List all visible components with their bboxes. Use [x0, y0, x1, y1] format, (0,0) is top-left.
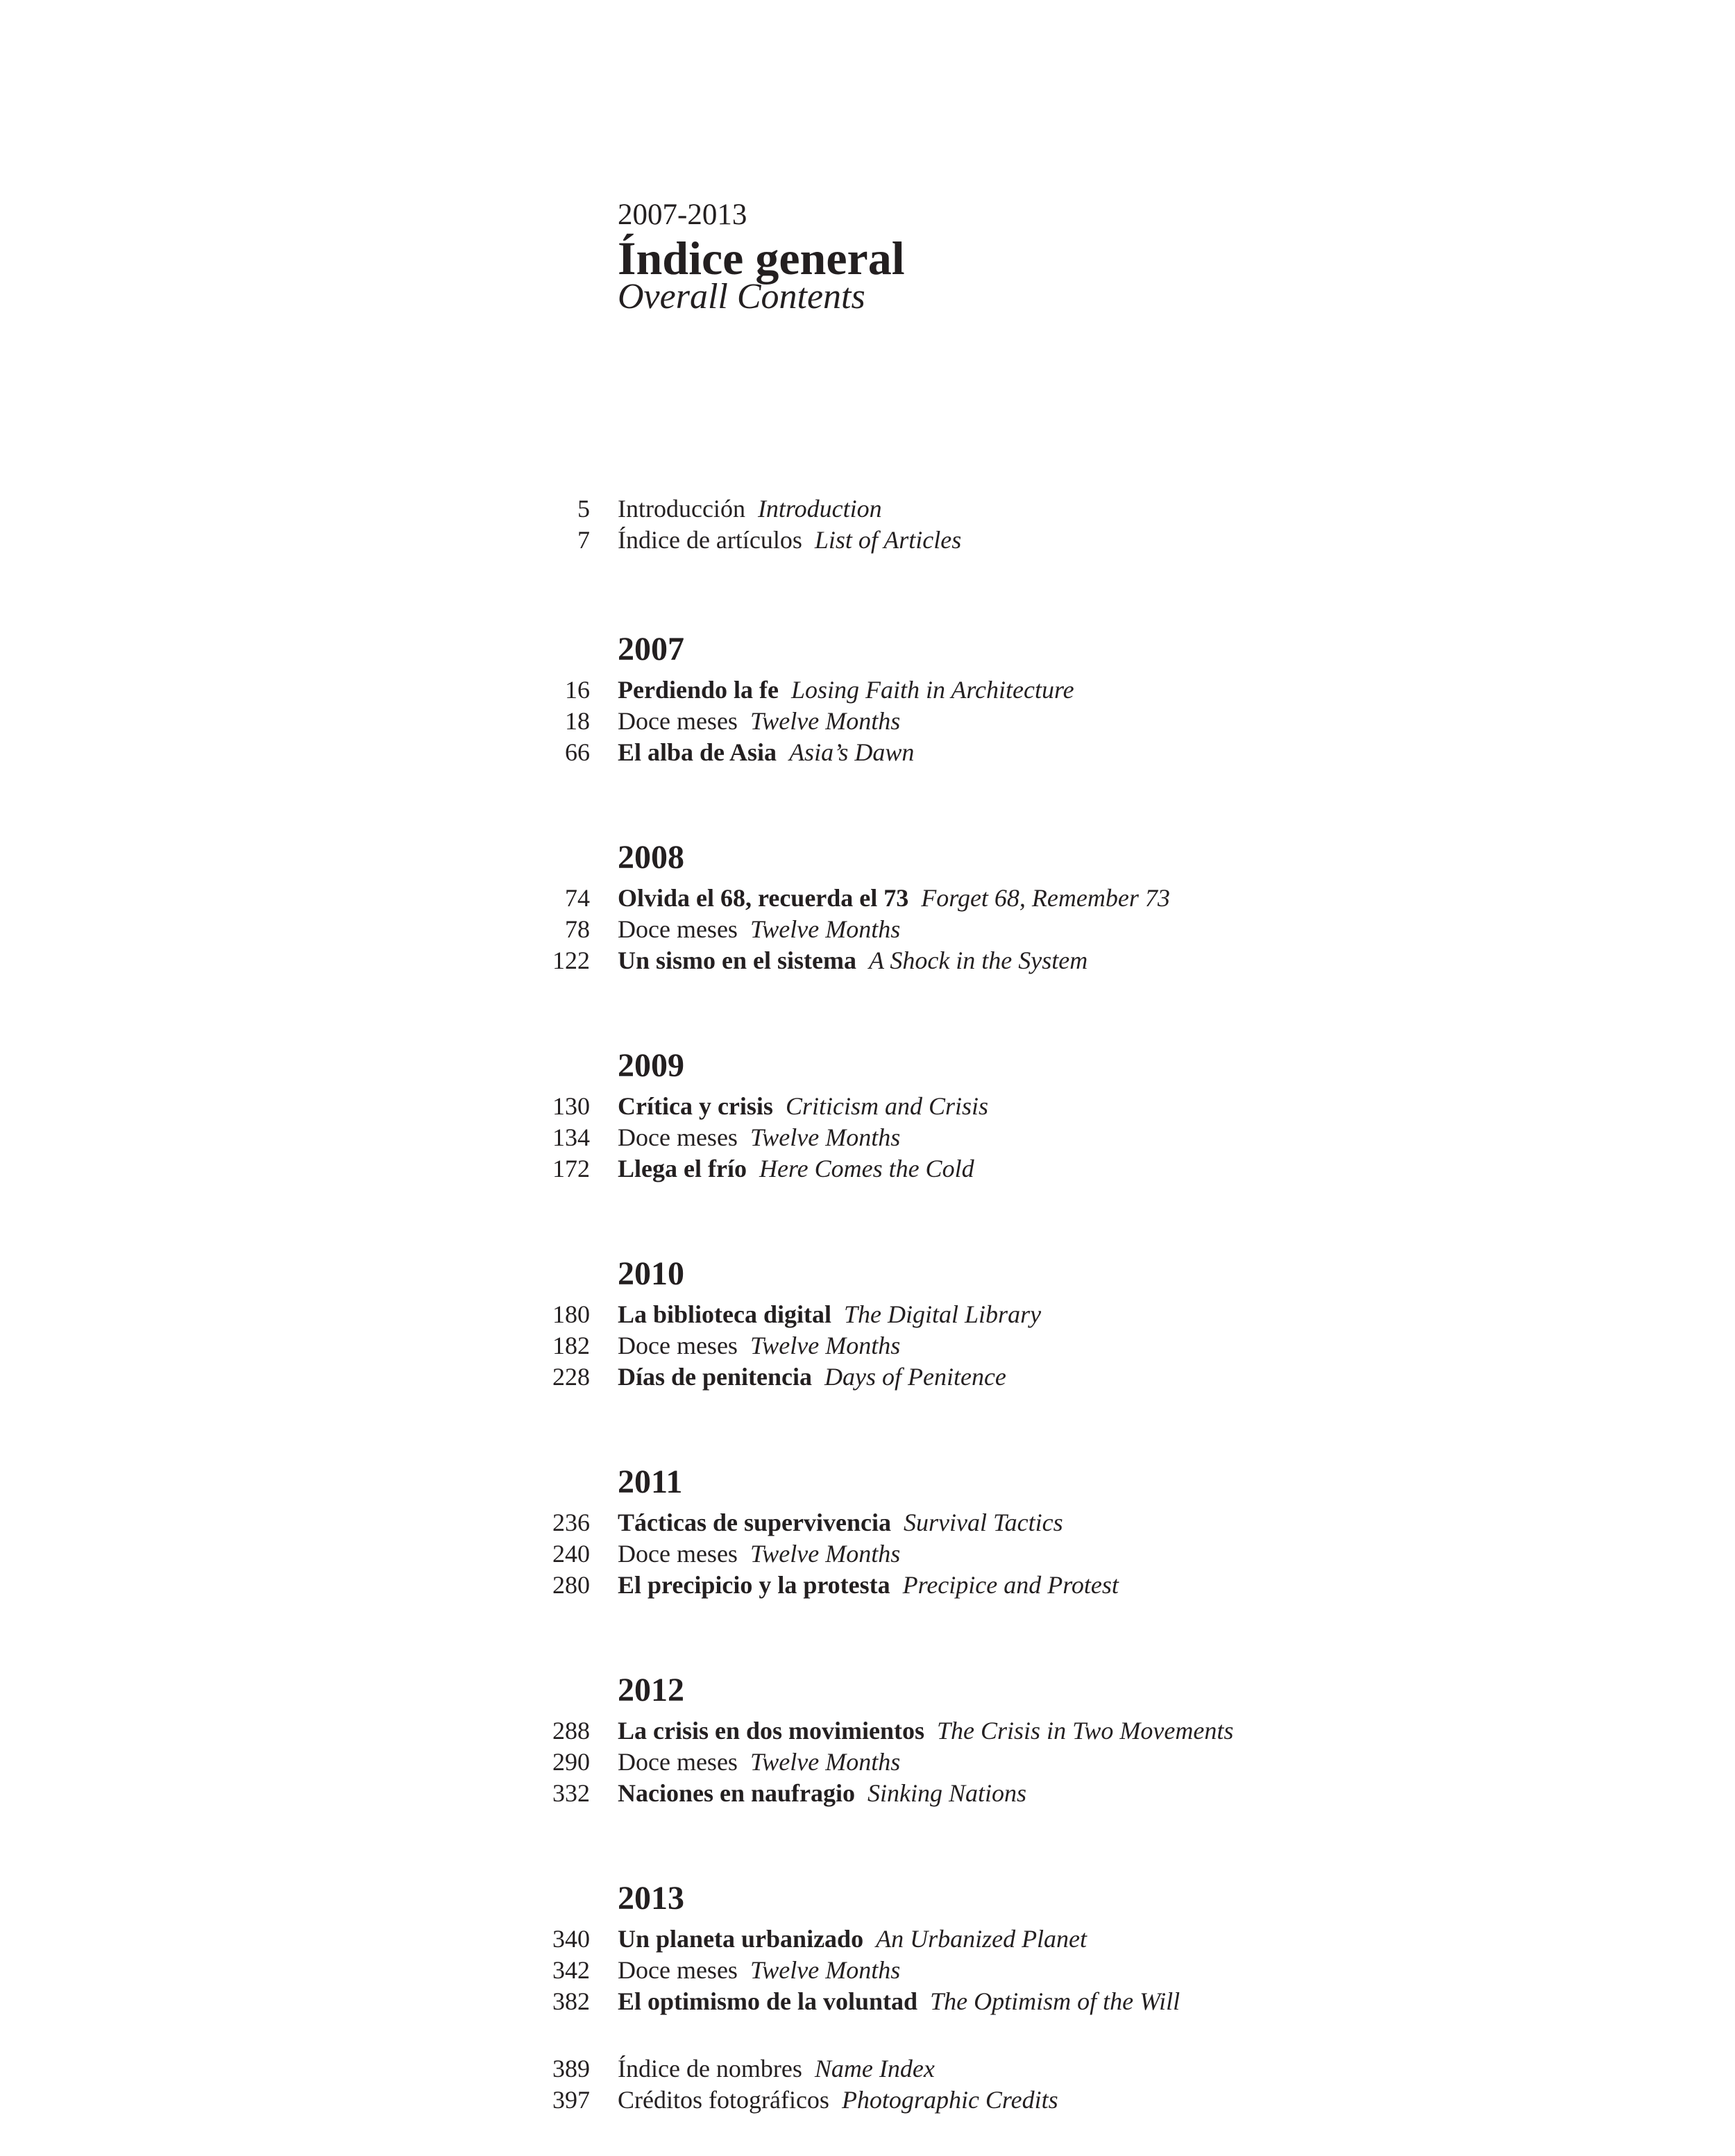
- entry-title: [618, 493, 882, 525]
- page-number: 332: [552, 1779, 590, 1807]
- entry-title-spanish: Introducción: [618, 495, 745, 523]
- page-number: 172: [552, 1155, 590, 1182]
- page-number: 240: [552, 1540, 590, 1568]
- year-heading-label: 2011: [618, 1463, 683, 1500]
- entry-title: [618, 1538, 900, 1570]
- page-number: 180: [552, 1300, 590, 1328]
- entry-title-spanish: Días de penitencia: [618, 1363, 813, 1391]
- entry-title: [618, 2053, 935, 2085]
- spacer: [0, 1185, 1735, 1253]
- entry-title: [618, 883, 1170, 914]
- spacer: [0, 1809, 1735, 1878]
- page-number: 134: [552, 1123, 590, 1151]
- page-number: 16: [565, 676, 590, 704]
- entry-title-spanish: El precipicio y la protesta: [618, 1571, 890, 1599]
- toc-entry[interactable]: [0, 1091, 1735, 1122]
- entry-title: [618, 1955, 900, 1986]
- entry-title-english: Days of Penitence: [824, 1363, 1006, 1391]
- toc-entry[interactable]: [0, 1924, 1735, 1955]
- toc-entry[interactable]: [0, 883, 1735, 914]
- toc-entry[interactable]: [0, 914, 1735, 945]
- entry-title: [618, 1361, 1006, 1393]
- entry-title-spanish: La crisis en dos movimientos: [618, 1717, 925, 1745]
- entry-title-english: Losing Faith in Architecture: [790, 676, 1074, 704]
- entry-title-spanish: Crítica y crisis: [618, 1092, 773, 1120]
- entry-title: [618, 1715, 1233, 1747]
- year-heading-label: 2013: [618, 1880, 684, 1917]
- year-heading-label: 2009: [618, 1047, 684, 1084]
- year-range: 2007-2013: [618, 198, 747, 231]
- entry-title-english: Introduction: [757, 495, 882, 523]
- spacer: [0, 1393, 1735, 1461]
- entry-title: [618, 674, 1074, 706]
- year-section: [0, 1461, 1735, 1601]
- year-heading-label: 2010: [618, 1255, 684, 1292]
- entry-title-english: Twelve Months: [750, 1748, 901, 1776]
- entry-title-english: Asia’s Dawn: [789, 738, 915, 766]
- entry-title: [618, 1091, 988, 1122]
- page-number: 5: [577, 495, 590, 523]
- page-number: 389: [552, 2055, 590, 2082]
- entry-title: [618, 1924, 1087, 1955]
- toc-entry[interactable]: [0, 706, 1735, 737]
- toc-entry[interactable]: [0, 1361, 1735, 1393]
- year-heading: [0, 1878, 1735, 1924]
- year-section: [0, 1045, 1735, 1185]
- page-number: 122: [552, 947, 590, 974]
- entry-title-spanish: Naciones en naufragio: [618, 1779, 855, 1807]
- page-number: 78: [565, 915, 590, 943]
- page-number: 397: [552, 2086, 590, 2114]
- year-heading-label: 2008: [618, 839, 684, 876]
- year-section: [0, 837, 1735, 976]
- entry-title-english: Forget 68, Remember 73: [921, 884, 1170, 912]
- page-number: 18: [565, 707, 590, 735]
- spacer: [0, 556, 1735, 629]
- year-heading-label: 2012: [618, 1672, 684, 1708]
- entry-title: [618, 1778, 1026, 1809]
- entry-title: [618, 914, 900, 945]
- year-heading: [0, 837, 1735, 883]
- page-number: 342: [552, 1956, 590, 1984]
- entry-title-english: Survival Tactics: [903, 1509, 1063, 1536]
- entry-title: [618, 1570, 1119, 1601]
- entry-title: [618, 706, 900, 737]
- entry-title-english: The Optimism of the Will: [930, 1987, 1180, 2015]
- year-section: [0, 1670, 1735, 1809]
- toc-entry[interactable]: [0, 493, 1735, 525]
- toc-entry[interactable]: [0, 1955, 1735, 1986]
- toc-entry[interactable]: [0, 1299, 1735, 1330]
- year-heading: [0, 1670, 1735, 1715]
- entry-title-english: List of Articles: [814, 526, 962, 554]
- entry-title-spanish: Doce meses: [618, 1956, 738, 1984]
- toc-entry[interactable]: [0, 1778, 1735, 1809]
- page-number: 66: [565, 738, 590, 766]
- page-number: 7: [577, 526, 590, 554]
- year-section: [0, 1253, 1735, 1393]
- spacer: [0, 768, 1735, 837]
- entry-title-spanish: Doce meses: [618, 1748, 738, 1776]
- spacer: [0, 1601, 1735, 1670]
- page-subtitle: Overall Contents: [618, 277, 865, 316]
- year-heading-label: 2007: [618, 631, 684, 668]
- entry-title-english: Twelve Months: [750, 1123, 901, 1151]
- entry-title-spanish: Créditos fotográficos: [618, 2086, 829, 2114]
- entry-title: [618, 737, 914, 768]
- page-title: Índice general: [618, 232, 905, 285]
- table-of-contents: [0, 493, 1735, 2116]
- toc-entry[interactable]: [0, 945, 1735, 976]
- entry-title-spanish: Tácticas de supervivencia: [618, 1509, 891, 1536]
- toc-entry[interactable]: [0, 2053, 1735, 2085]
- entry-title-english: Precipice and Protest: [902, 1571, 1119, 1599]
- entry-title: [618, 1122, 900, 1153]
- toc-entry[interactable]: [0, 1538, 1735, 1570]
- toc-entry[interactable]: [0, 737, 1735, 768]
- page-number: 74: [565, 884, 590, 912]
- entry-title-spanish: Llega el frío: [618, 1155, 747, 1182]
- toc-entry[interactable]: [0, 1986, 1735, 2017]
- toc-entry[interactable]: [0, 1507, 1735, 1538]
- entry-title-spanish: Índice de artículos: [618, 526, 802, 554]
- entry-title-spanish: La biblioteca digital: [618, 1300, 832, 1328]
- page-number: 236: [552, 1509, 590, 1536]
- entry-title-spanish: Índice de nombres: [618, 2055, 802, 2082]
- year-heading: [0, 629, 1735, 674]
- entry-title-spanish: Doce meses: [618, 1332, 738, 1359]
- entry-title-spanish: Doce meses: [618, 1123, 738, 1151]
- spacer: [0, 2017, 1735, 2053]
- entry-title-spanish: Un sismo en el sistema: [618, 947, 856, 974]
- year-section: [0, 1878, 1735, 2017]
- page-number: 290: [552, 1748, 590, 1776]
- entry-title-english: Criticism and Crisis: [785, 1092, 988, 1120]
- entry-title-english: An Urbanized Planet: [876, 1925, 1087, 1953]
- page-number: 228: [552, 1363, 590, 1391]
- entry-title-spanish: Un planeta urbanizado: [618, 1925, 864, 1953]
- toc-entry[interactable]: [0, 525, 1735, 556]
- entry-title-spanish: Olvida el 68, recuerda el 73: [618, 884, 909, 912]
- entry-title-spanish: El alba de Asia: [618, 738, 777, 766]
- entry-title-english: Twelve Months: [750, 707, 901, 735]
- entry-title-english: Sinking Nations: [867, 1779, 1027, 1807]
- page-number: 382: [552, 1987, 590, 2015]
- year-heading: [0, 1461, 1735, 1507]
- toc-entry[interactable]: [0, 1122, 1735, 1153]
- entry-title: [618, 1299, 1041, 1330]
- entry-title-english: Twelve Months: [750, 1540, 901, 1568]
- entry-title-spanish: Perdiendo la fe: [618, 676, 779, 704]
- toc-entry[interactable]: [0, 674, 1735, 706]
- toc-entry[interactable]: [0, 1715, 1735, 1747]
- entry-title-spanish: Doce meses: [618, 707, 738, 735]
- toc-entry[interactable]: [0, 1570, 1735, 1601]
- entry-title-english: The Digital Library: [844, 1300, 1042, 1328]
- entry-title-english: Name Index: [814, 2055, 935, 2082]
- toc-entry[interactable]: [0, 1153, 1735, 1185]
- entry-title-spanish: Doce meses: [618, 1540, 738, 1568]
- entry-title: [618, 1747, 900, 1778]
- entry-title-spanish: Doce meses: [618, 915, 738, 943]
- year-section: [0, 629, 1735, 768]
- entry-title: [618, 945, 1087, 976]
- toc-header: [618, 198, 905, 316]
- entry-title: [618, 1153, 974, 1185]
- entry-title-english: Twelve Months: [750, 1332, 901, 1359]
- entry-title: [618, 1330, 900, 1361]
- entry-title-english: Here Comes the Cold: [759, 1155, 974, 1182]
- toc-entry[interactable]: [0, 2085, 1735, 2116]
- entry-title: [618, 2085, 1058, 2116]
- page-number: 340: [552, 1925, 590, 1953]
- toc-entry[interactable]: [0, 1330, 1735, 1361]
- page-number: 130: [552, 1092, 590, 1120]
- page-number: 288: [552, 1717, 590, 1745]
- entry-title-english: Photographic Credits: [841, 2086, 1058, 2114]
- year-heading: [0, 1253, 1735, 1299]
- toc-entry[interactable]: [0, 1747, 1735, 1778]
- spacer: [0, 976, 1735, 1045]
- year-heading: [0, 1045, 1735, 1091]
- page-number: 182: [552, 1332, 590, 1359]
- page-number: 280: [552, 1571, 590, 1599]
- entry-title-english: Twelve Months: [750, 1956, 901, 1984]
- entry-title: [618, 1507, 1063, 1538]
- entry-title: [618, 1986, 1180, 2017]
- entry-title: [618, 525, 961, 556]
- entry-title-english: The Crisis in Two Movements: [937, 1717, 1234, 1745]
- entry-title-spanish: El optimismo de la voluntad: [618, 1987, 918, 2015]
- entry-title-english: A Shock in the System: [869, 947, 1088, 974]
- entry-title-english: Twelve Months: [750, 915, 901, 943]
